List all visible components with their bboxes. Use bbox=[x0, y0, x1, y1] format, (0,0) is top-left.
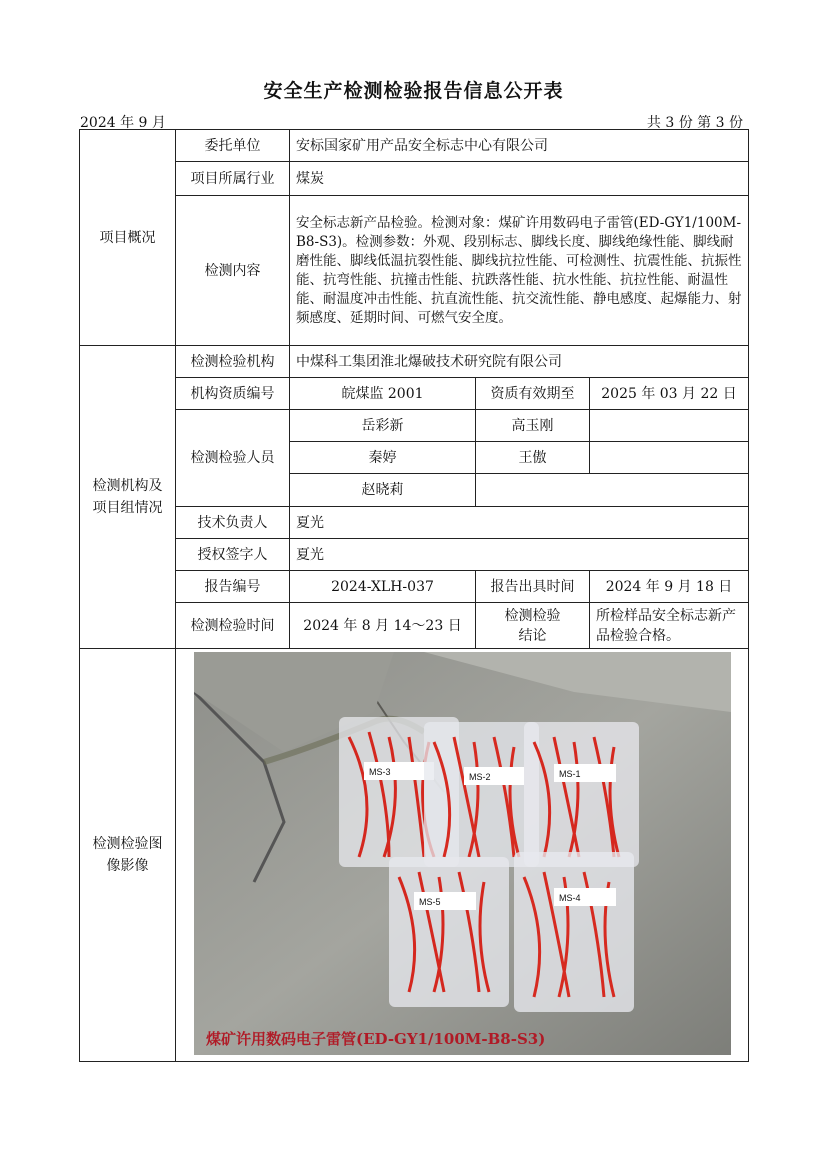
cert-value: 皖煤监 2001 bbox=[290, 378, 476, 410]
conclusion-value: 所检样品安全标志新产品检验合格。 bbox=[590, 603, 749, 649]
report-no-value: 2024-XLH-037 bbox=[290, 571, 476, 603]
sample-photo bbox=[194, 652, 731, 1055]
staff-empty bbox=[476, 474, 749, 507]
info-table bbox=[79, 129, 749, 1062]
bag-label: MS-1 bbox=[558, 769, 581, 779]
client-value: 安标国家矿用产品安全标志中心有限公司 bbox=[290, 130, 749, 162]
section-overview: 项目概况 bbox=[80, 130, 176, 346]
test-time-value: 2024 年 8 月 14～23 日 bbox=[290, 603, 476, 649]
staff-empty bbox=[590, 442, 749, 474]
conclusion-label bbox=[476, 603, 590, 649]
page-title: 安全生产检测检验报告信息公开表 bbox=[263, 80, 564, 102]
bag-ms-2 bbox=[424, 722, 539, 867]
staff-member: 高玉刚 bbox=[476, 410, 590, 442]
signer-value: 夏光 bbox=[290, 539, 749, 571]
issue-time-value: 2024 年 9 月 18 日 bbox=[590, 571, 749, 603]
photo-cell bbox=[176, 649, 749, 1062]
section-institution-label: 检测机构及项目组情况 bbox=[92, 478, 163, 516]
content-value: 安全标志新产品检验。检测对象：煤矿许用数码电子雷管(ED-GY1/100M-B8-S3)。检测参数：外观、段别标志、脚线长度、脚线绝缘性能、脚线耐磨性能、脚线低温抗裂性能、脚线抗拉性能、可检测性、抗震性能、抗振性能、抗弯性能、抗撞击性能、抗跌落性能、抗水性能、抗拉性能、耐温性能、耐温度冲击性能、抗直流性能、抗交流性能、静电感度、起爆能力、射频感度、延期时间、可燃气安全度。 bbox=[290, 196, 749, 346]
section-images bbox=[80, 649, 176, 1062]
bag-label: MS-3 bbox=[368, 767, 391, 777]
industry-label: 项目所属行业 bbox=[176, 162, 290, 196]
bag-label: MS-2 bbox=[468, 772, 491, 782]
staff-label: 检测检验人员 bbox=[176, 410, 290, 507]
photo-caption: 煤矿许用数码电子雷管(ED-GY1/100M-B8-S3) bbox=[205, 1030, 545, 1048]
content-label: 检测内容 bbox=[176, 196, 290, 346]
client-label: 委托单位 bbox=[176, 130, 290, 162]
staff-member: 王傲 bbox=[476, 442, 590, 474]
test-time-label: 检测检验时间 bbox=[176, 603, 290, 649]
staff-member: 赵晓莉 bbox=[290, 474, 476, 507]
tech-label: 技术负责人 bbox=[176, 507, 290, 539]
bag-ms-1 bbox=[524, 722, 639, 867]
report-date: 2024 年 9 月 bbox=[80, 115, 166, 131]
signer-label: 授权签字人 bbox=[176, 539, 290, 571]
copies-info: 共 3 份 第 3 份 bbox=[646, 115, 743, 131]
section-images-label: 检测检验图像影像 bbox=[92, 836, 163, 874]
section-institution bbox=[80, 346, 176, 649]
staff-member: 秦婷 bbox=[290, 442, 476, 474]
bag-ms-4 bbox=[514, 852, 634, 1012]
bag-label: MS-4 bbox=[558, 893, 581, 903]
tech-value: 夏光 bbox=[290, 507, 749, 539]
validity-label: 资质有效期至 bbox=[476, 378, 590, 410]
cert-label: 机构资质编号 bbox=[176, 378, 290, 410]
staff-empty bbox=[590, 410, 749, 442]
bag-label: MS-5 bbox=[418, 897, 441, 907]
staff-member: 岳彩新 bbox=[290, 410, 476, 442]
org-value: 中煤科工集团淮北爆破技术研究院有限公司 bbox=[290, 346, 749, 378]
validity-value: 2025 年 03 月 22 日 bbox=[590, 378, 749, 410]
report-no-label: 报告编号 bbox=[176, 571, 290, 603]
issue-time-label: 报告出具时间 bbox=[476, 571, 590, 603]
industry-value: 煤炭 bbox=[290, 162, 749, 196]
conclusion-label-text: 检测检验结论 bbox=[504, 607, 561, 644]
org-label: 检测检验机构 bbox=[176, 346, 290, 378]
bag-ms-5 bbox=[389, 857, 509, 1007]
